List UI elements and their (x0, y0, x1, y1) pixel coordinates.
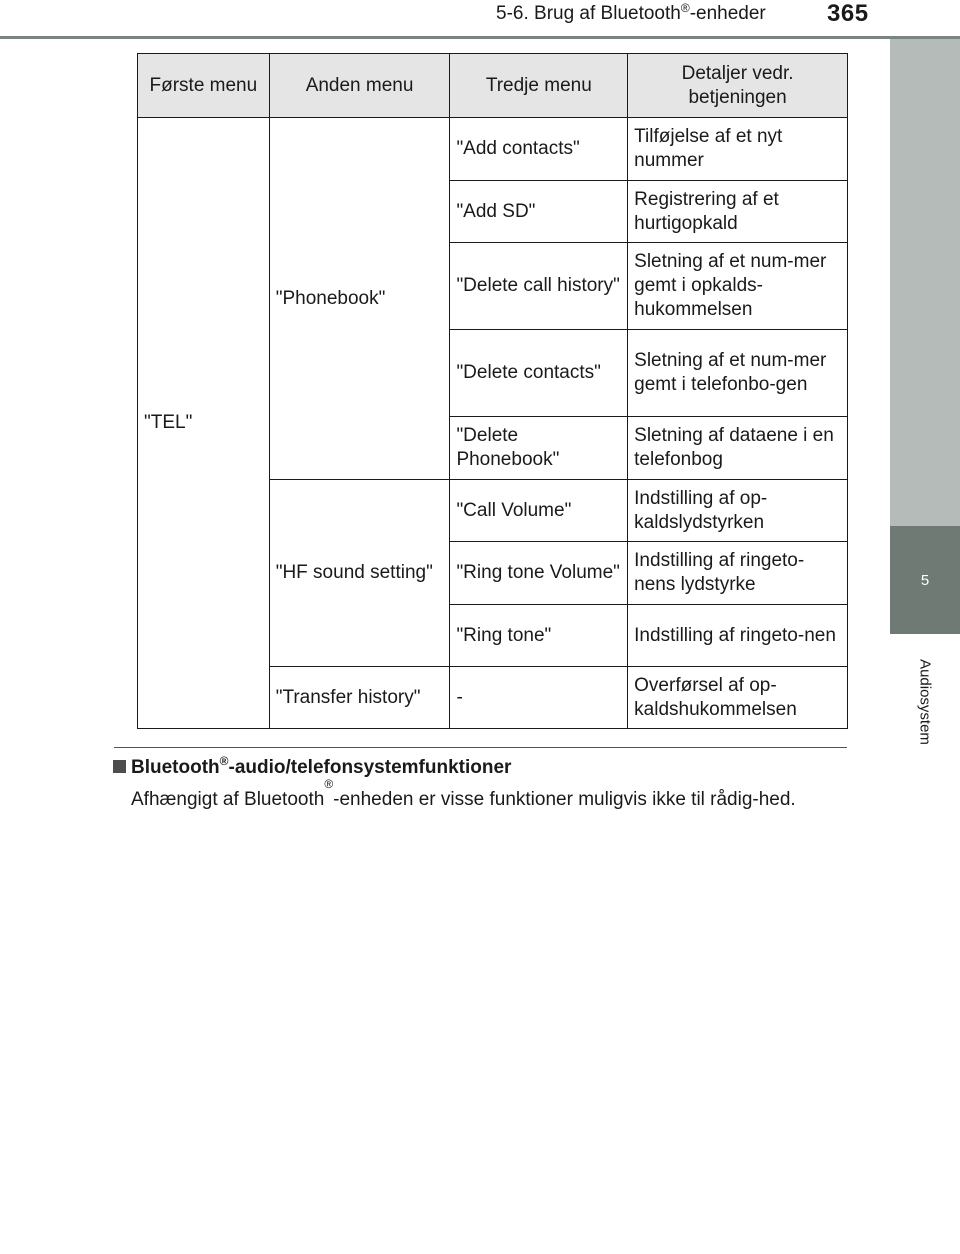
second-menu-cell: "Phonebook" (269, 118, 450, 480)
third-menu-cell: "Delete Phonebook" (450, 417, 628, 480)
header-third-menu: Tredje menu (450, 54, 628, 118)
side-tab-upper (890, 39, 960, 526)
square-bullet-icon (113, 760, 126, 773)
page-number: 365 (827, 0, 869, 27)
third-menu-cell: "Delete call history" (450, 243, 628, 330)
first-menu-cell: "TEL" (138, 118, 270, 729)
detail-cell: Sletning af et num-mer gemt i telefonbo-gen (628, 330, 848, 417)
table-row (138, 118, 848, 181)
third-menu-cell: "Add contacts" (450, 118, 628, 181)
detail-cell: Registrering af et hurtigopkald (628, 181, 848, 243)
header-title-suffix: -enheder (689, 3, 766, 24)
registered-mark: ® (324, 777, 334, 791)
registered-mark: ® (680, 1, 690, 15)
detail-cell: Indstilling af ringeto-nen (628, 605, 848, 667)
chapter-label: Audiosystem (916, 659, 934, 745)
section-heading-text: Bluetooth (131, 757, 220, 778)
section-heading-suffix: -audio/telefonsystemfunktioner (228, 757, 512, 778)
body-text-end: -enheden er visse funktioner muligvis ikke til rådig-hed. (333, 789, 796, 810)
second-menu-cell: "Transfer history" (269, 667, 450, 729)
third-menu-cell: "Add SD" (450, 181, 628, 243)
detail-cell: Overførsel af op-kaldshukommelsen (628, 667, 848, 729)
table-header-row (138, 54, 848, 118)
header-details: Detaljer vedr. betjeningen (628, 54, 848, 118)
header-second-menu: Anden menu (269, 54, 450, 118)
chapter-number-tab: 5 (890, 526, 960, 634)
third-menu-cell: - (450, 667, 628, 729)
header-section-title (496, 3, 766, 25)
detail-cell: Tilføjelse af et nyt nummer (628, 118, 848, 181)
third-menu-cell: "Call Volume" (450, 480, 628, 542)
section-heading (113, 754, 512, 779)
third-menu-cell: "Delete contacts" (450, 330, 628, 417)
detail-cell: Indstilling af op-kaldslydstyrken (628, 480, 848, 542)
header-first-menu: Første menu (138, 54, 270, 118)
detail-cell: Sletning af dataene i en telefonbog (628, 417, 848, 480)
body-text-start: Afhængigt af Bluetooth (131, 789, 325, 810)
registered-mark: ® (219, 754, 229, 768)
second-menu-cell: "HF sound setting" (269, 480, 450, 667)
header-title-text: 5-6. Brug af Bluetooth (496, 3, 681, 24)
menu-table (137, 53, 848, 729)
section-body-text (131, 777, 843, 812)
detail-cell: Indstilling af ringeto-nens lydstyrke (628, 542, 848, 605)
section-divider (114, 747, 847, 748)
header-rule (0, 36, 960, 39)
third-menu-cell: "Ring tone Volume" (450, 542, 628, 605)
detail-cell: Sletning af et num-mer gemt i opkalds-hukommelsen (628, 243, 848, 330)
third-menu-cell: "Ring tone" (450, 605, 628, 667)
